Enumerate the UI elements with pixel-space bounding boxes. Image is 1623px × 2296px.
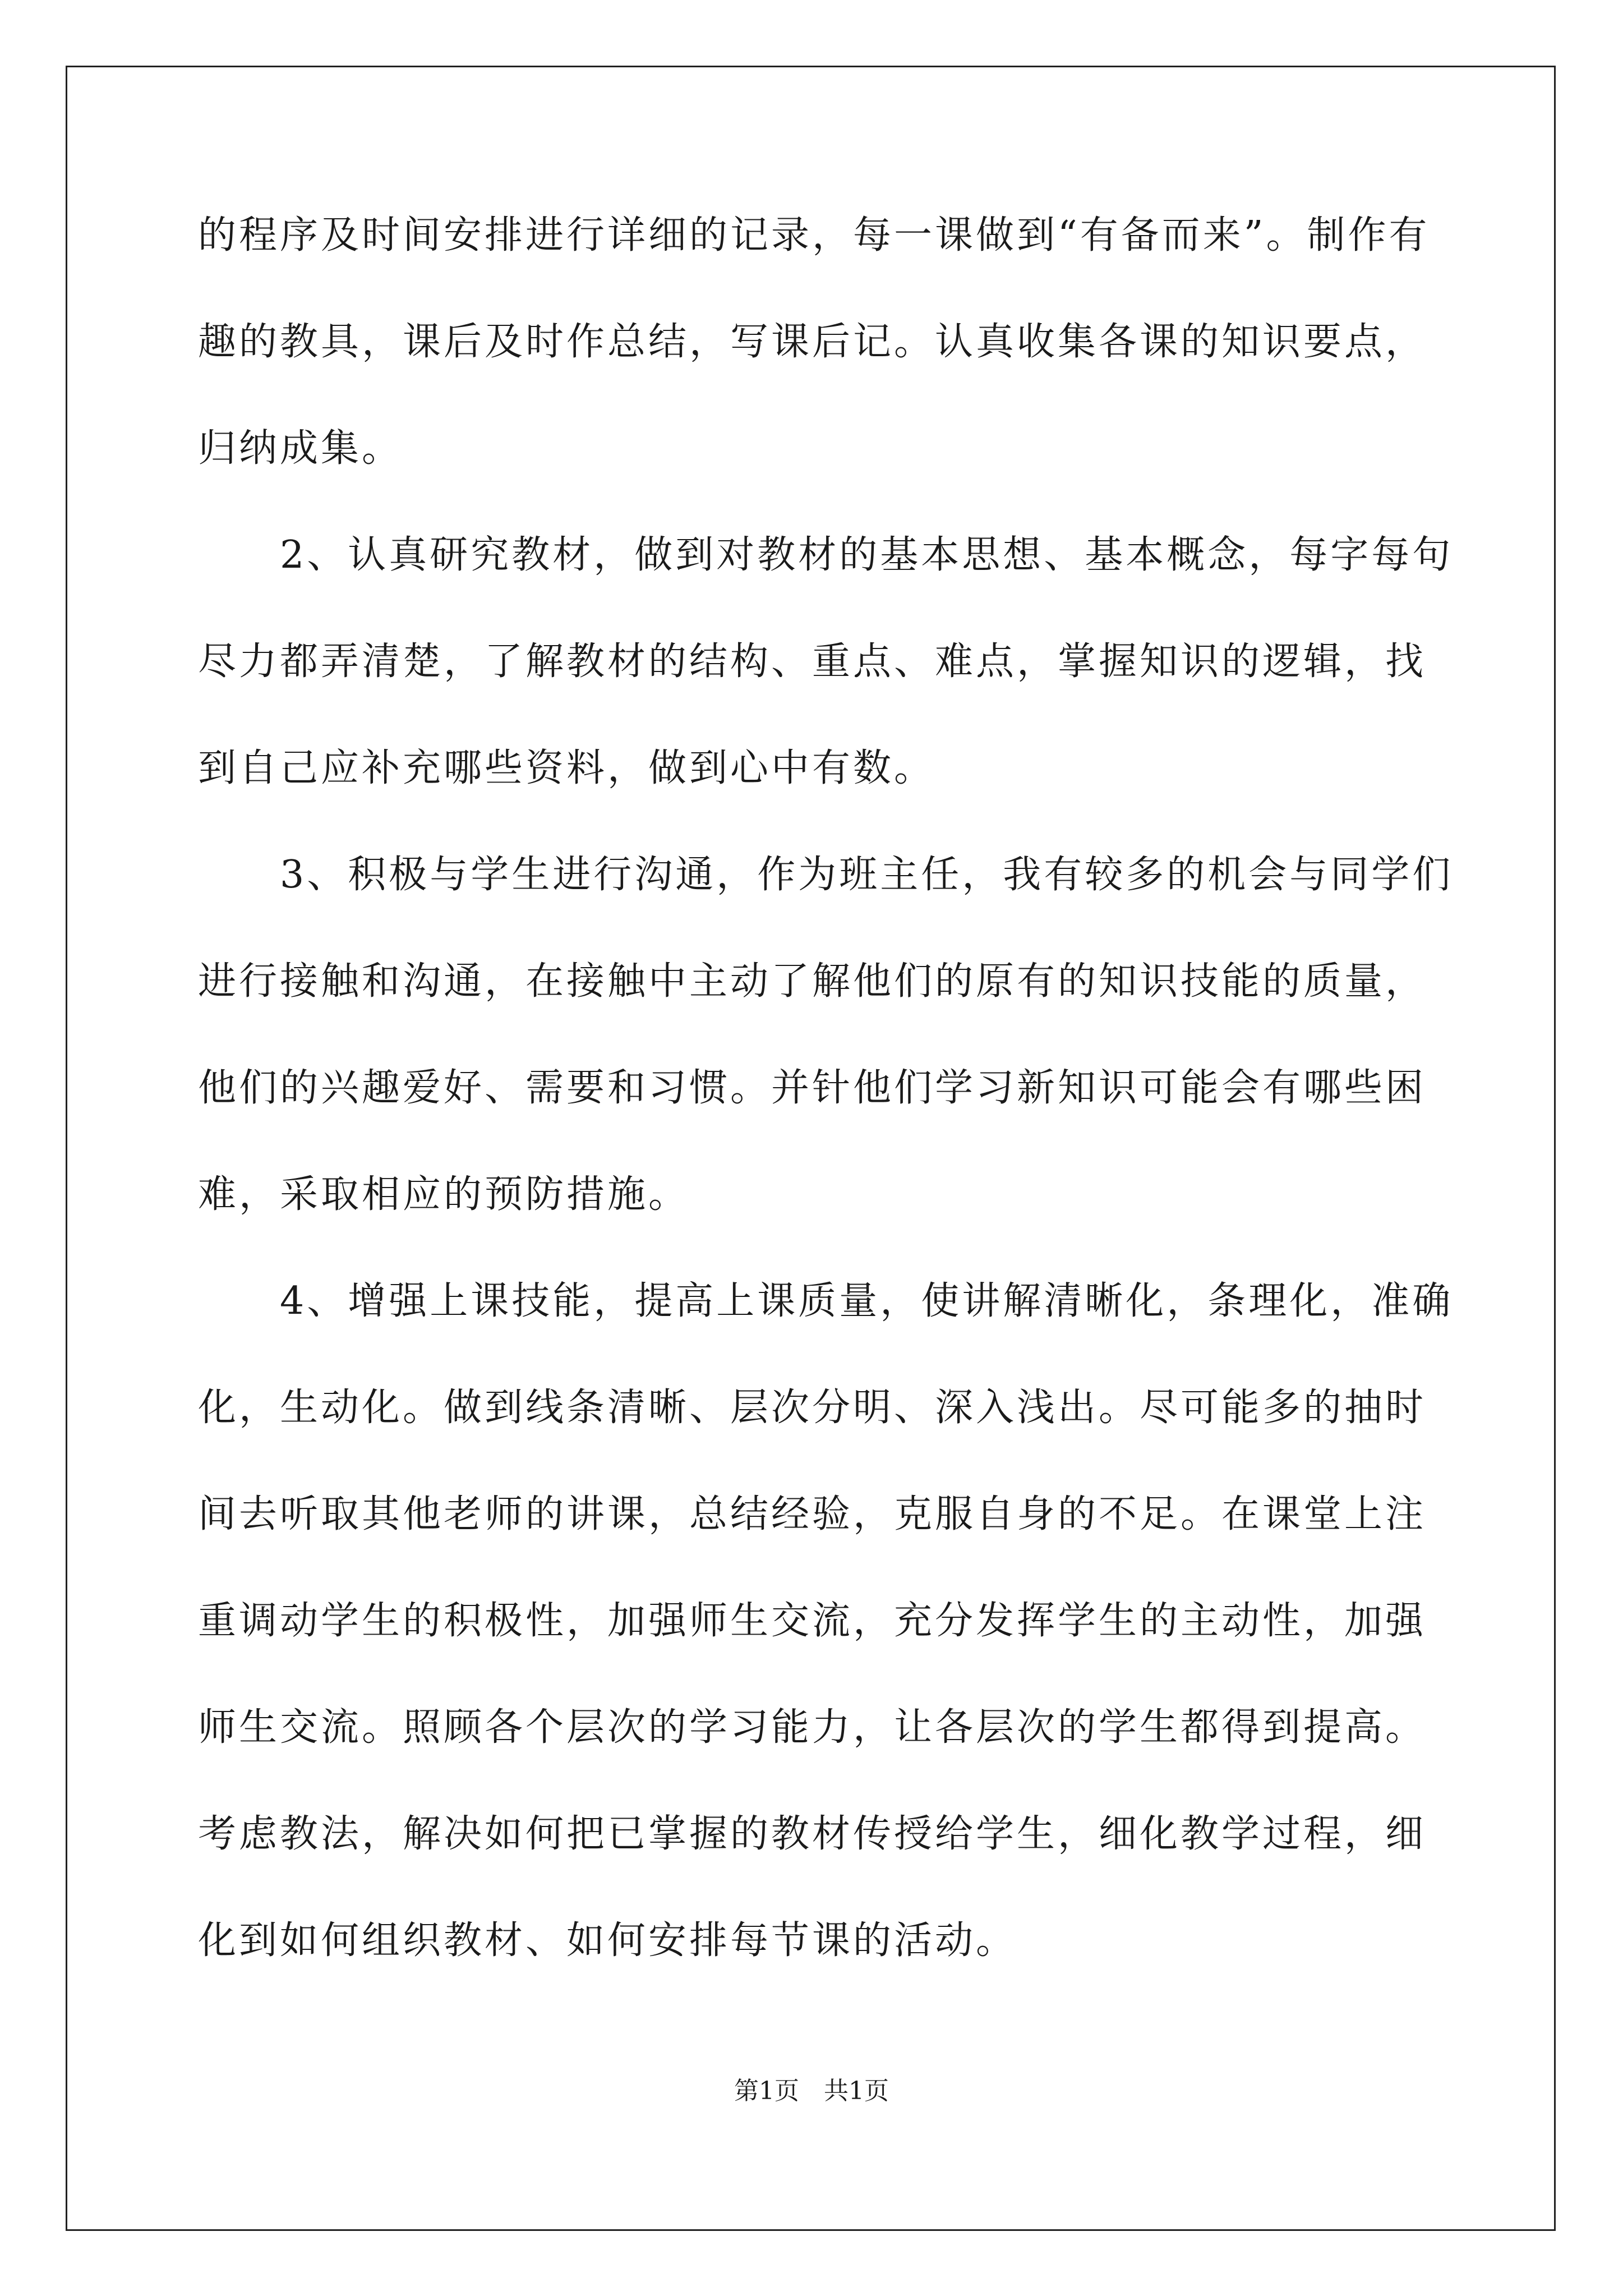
text-line: 化，生动化。做到线条清晰、层次分明、深入浅出。尽可能多的抽时 bbox=[198, 1386, 1427, 1430]
text-line: 考虑教法，解决如何把已掌握的教材传授给学生，细化教学过程，细 bbox=[198, 1812, 1427, 1856]
text-line: 师生交流。照顾各个层次的学习能力，让各层次的学生都得到提高。 bbox=[198, 1705, 1427, 1750]
text-line: 重调动学生的积极性，加强师生交流，充分发挥学生的主动性，加强 bbox=[198, 1599, 1427, 1643]
text-line: 的程序及时间安排进行详细的记录，每一课做到“有备而来”。制作有 bbox=[198, 213, 1430, 257]
text-line: 化到如何组织教材、如何安排每节课的活动。 bbox=[198, 1918, 1017, 1963]
text-line: 趣的教具，课后及时作总结，写课后记。认真收集各课的知识要点， bbox=[198, 320, 1427, 364]
text-line: 4、增强上课技能，提高上课质量，使讲解清晰化，条理化，准确 bbox=[198, 1279, 1454, 1323]
text-line: 他们的兴趣爱好、需要和习惯。并针他们学习新知识可能会有哪些困 bbox=[198, 1066, 1427, 1110]
text-line: 2、认真研究教材，做到对教材的基本思想、基本概念，每字每句 bbox=[198, 533, 1454, 577]
text-line: 3、积极与学生进行沟通，作为班主任，我有较多的机会与同学们 bbox=[198, 853, 1454, 897]
text-line: 归纳成集。 bbox=[198, 426, 403, 471]
page-number: 第1页 共1页 bbox=[734, 2077, 889, 2105]
text-line: 进行接触和沟通，在接触中主动了解他们的原有的知识技能的质量， bbox=[198, 959, 1427, 1004]
page-frame bbox=[66, 66, 1556, 2231]
text-line: 尽力都弄清楚，了解教材的结构、重点、难点，掌握知识的逻辑，找 bbox=[198, 639, 1427, 684]
text-line: 难，采取相应的预防措施。 bbox=[198, 1172, 690, 1217]
text-line: 到自己应补充哪些资料，做到心中有数。 bbox=[198, 746, 935, 790]
page-footer bbox=[0, 2076, 1623, 2107]
text-line: 间去听取其他老师的讲课，总结经验，克服自身的不足。在课堂上注 bbox=[198, 1492, 1427, 1536]
